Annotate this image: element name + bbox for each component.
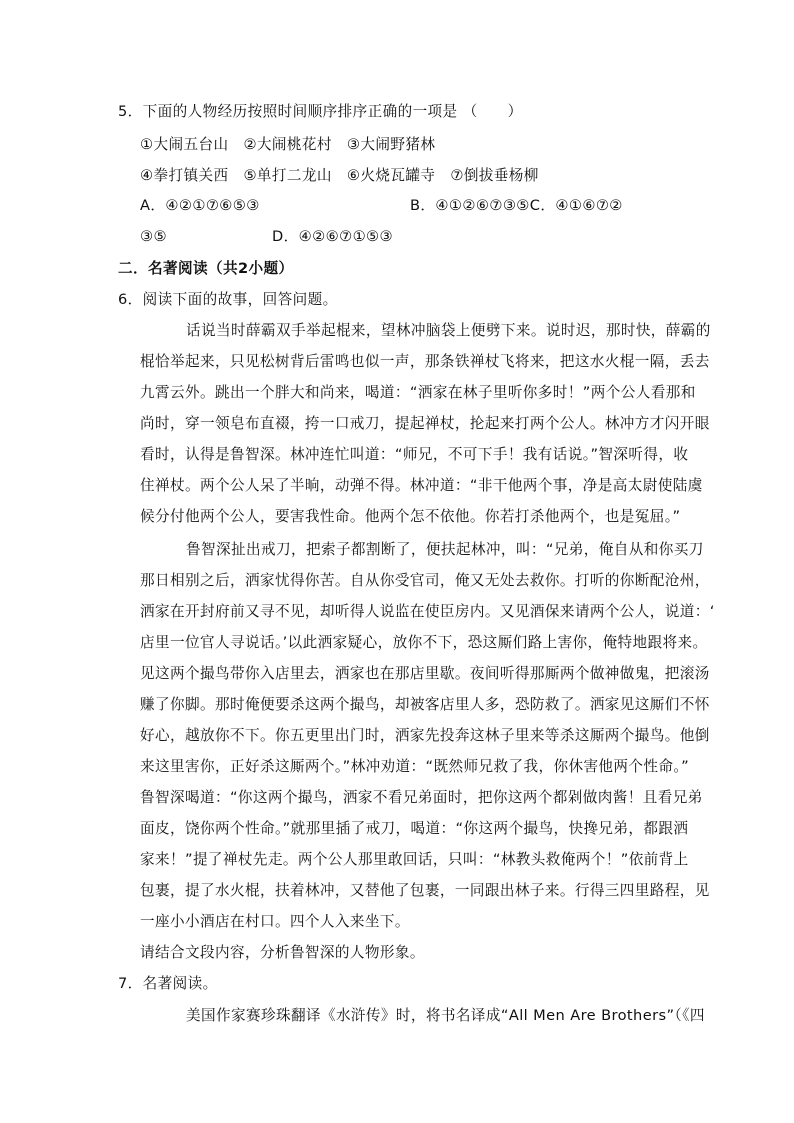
q6-passage-line: 鲁智深扯出戒刀，把索子都割断了，便扶起林冲，叫：“兄弟，俺自从和你买刀 xyxy=(186,541,704,558)
q6-passage-line: 候分付他两个公人，要害我性命。他两个怎不依他。你若打杀他两个，也是冤屈。” xyxy=(140,508,681,525)
q6-passage-line: 看时，认得是鲁智深。林冲连忙叫道：“师兄，不可下手！我有话说。”智深听得，收 xyxy=(140,446,689,463)
q6-passage-line: 来这里害你，正好杀这厮两个。”林冲劝道：“既然师兄救了我，你休害他两个性命。” xyxy=(140,758,690,775)
q6-passage-line: 见这两个撮鸟带你入店里去，洒家也在那店里歇。夜间听得那厮两个做神做鬼，把滚汤 xyxy=(140,665,710,682)
q6-stem: 6．阅读下面的故事，回答问题。 xyxy=(118,291,338,308)
q6-question: 请结合文段内容，分析鲁智深的人物形象。 xyxy=(140,944,425,961)
q5-items-row2: ④拳打镇关西 ⑤单打二龙山 ⑥火烧瓦罐寺 ⑦倒拔垂杨柳 xyxy=(140,167,539,184)
q6-passage-line: 尚时，穿一领皂布直裰，挎一口戒刀，提起禅杖，抡起来打两个公人。林冲方才闪开眼 xyxy=(140,415,710,432)
q6-passage-line: 包裹，提了水火棍，扶着林冲，又替他了包裹，一同跟出林子来。行得三四里路程，见 xyxy=(140,882,710,899)
q5-stem: 5．下面的人物经历按照时间顺序排序正确的一项是 （ ） xyxy=(118,103,523,120)
q7-stem: 7．名著阅读。 xyxy=(118,975,218,992)
q7-passage-line: 美国作家赛珍珠翻译《水浒传》时，将书名译成“All Men Are Brothers”（《四 xyxy=(186,1007,705,1024)
q6-passage-line: 九霄云外。跳出一个胖大和尚来，喝道：“洒家在林子里听你多时！”两个公人看那和 xyxy=(140,384,696,401)
q5-option-b-c: B．④①②⑥⑦③⑤C．④①⑥⑦② xyxy=(410,197,623,214)
q6-passage-line: 洒家在开封府前又寻不见，却听得人说监在使臣房内。又见酒保来请两个公人，说道：‘ xyxy=(140,603,715,620)
q6-passage-line: 赚了你脚。那时俺便要杀这两个撮鸟，却被客店里人多，恐防救了。洒家见这厮们不怀 xyxy=(140,696,710,713)
section-title: 二．名著阅读（共2小题） xyxy=(118,260,294,277)
q6-passage-line: 住禅杖。两个公人呆了半晌，动弹不得。林冲道：“非干他两个事，净是高太尉使陆虞 xyxy=(140,477,703,494)
q6-passage-line: 棍恰举起来，只见松树背后雷鸣也似一声，那条铁禅杖飞将来，把这水火棍一隔，丢去 xyxy=(140,353,710,370)
q6-passage-line: 店里一位官人寻说话。’以此洒家疑心，放你不下，恐这厮们路上害你，俺特地跟将来。 xyxy=(140,634,708,651)
q5-option-a: A．④②①⑦⑥⑤③ xyxy=(140,197,260,214)
q6-passage-line: 一座小小酒店在村口。四个人入来坐下。 xyxy=(140,913,410,930)
q5-option-c-tail: ③⑤ xyxy=(140,228,167,245)
q5-items-row1: ①大闹五台山 ②大闹桃花村 ③大闹野猪林 xyxy=(140,136,436,153)
q5-option-d: D．④②⑥⑦①⑤③ xyxy=(272,228,394,245)
q6-passage-line: 那日相别之后，洒家忧得你苦。自从你受官司，俺又无处去救你。打听的你断配沧州， xyxy=(140,572,710,589)
q6-passage-line: 家来！”提了禅杖先走。两个公人那里敢回话，只叫：“林教头救俺两个！”依前背上 xyxy=(140,851,689,868)
q6-passage-line: 话说当时薛霸双手举起棍来，望林冲脑袋上便劈下来。说时迟，那时快，薛霸的 xyxy=(186,322,711,339)
q6-passage-line: 面皮，饶你两个性命。”就那里插了戒刀，喝道：“你这两个撮鸟，快搀兄弟，都跟洒 xyxy=(140,820,689,837)
q6-passage-line: 好心，越放你不下。你五更里出门时，洒家先投奔这林子里来等杀这厮两个撮鸟。他倒 xyxy=(140,727,710,744)
q6-passage-line: 鲁智深喝道：“你这两个撮鸟，洒家不看兄弟面时，把你这两个都剁做肉酱！且看兄弟 xyxy=(140,789,703,806)
